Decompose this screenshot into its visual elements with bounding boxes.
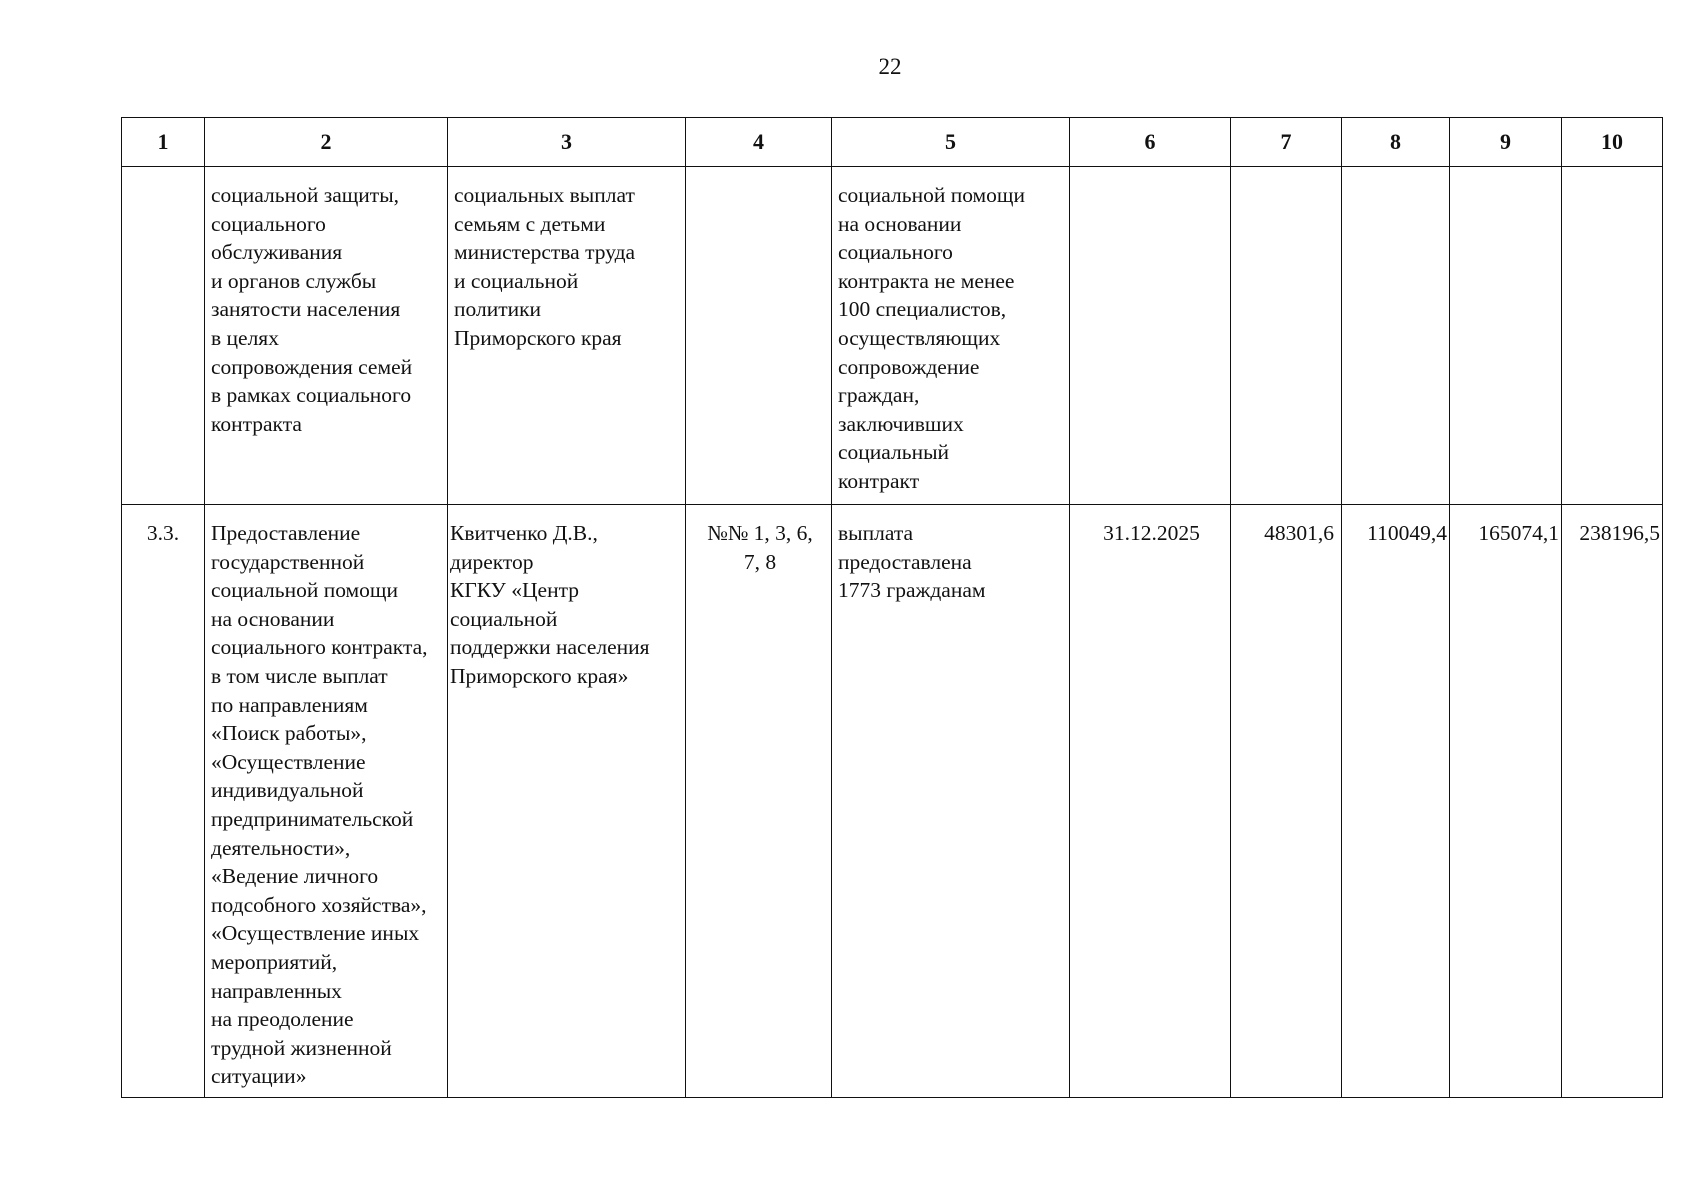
cell-date: [1070, 505, 1231, 1098]
cell-text: №№ 1, 3, 6, 7, 8: [707, 521, 813, 574]
cell-event: [205, 505, 448, 1098]
cell-text: [1070, 167, 1230, 187]
cell-result: [832, 505, 1070, 1098]
cell-responsible: [448, 167, 686, 505]
table-row: [122, 167, 1663, 505]
column-header-3: 3: [448, 118, 686, 167]
cell-reference: [686, 167, 832, 505]
column-header-6: 6: [1070, 118, 1231, 167]
cell-text: [686, 167, 831, 187]
cell-text: Квитченко Д.В., директор КГКУ «Центр социальной поддержки населения Приморского края»: [450, 521, 650, 688]
data-table: [121, 117, 1663, 1098]
cell-responsible: [448, 505, 686, 1098]
cell-text: 3.3.: [146, 521, 180, 545]
cell-text: 31.12.2025: [1103, 521, 1200, 545]
cell-value: [1231, 167, 1342, 505]
column-header-4: 4: [686, 118, 832, 167]
cell-text: [1450, 167, 1561, 187]
cell-text: Предоставление государственной социальной помощи на основании социального контракта, в том числе выплат по направлениям «Поиск работы», «Осуществление индивидуальной предпринимательской деятельности», «Ведение личного подсобного хозяйства», «Осуществление иных мероприятий, направленных на преодоление трудной жизненной ситуации»: [211, 521, 428, 1089]
cell-value: [1342, 167, 1450, 505]
cell-text: [1342, 167, 1449, 187]
cell-text: [122, 167, 204, 187]
cell-text: 48301,6: [1264, 521, 1334, 545]
cell-event: [205, 167, 448, 505]
table-row: [122, 505, 1663, 1098]
cell-number: [122, 505, 205, 1098]
cell-text: 238196,5: [1579, 521, 1660, 545]
cell-value: [1562, 167, 1663, 505]
table-header-row: [122, 118, 1663, 167]
cell-text: 110049,4: [1367, 521, 1447, 545]
cell-value: [1562, 505, 1663, 1098]
cell-date: [1070, 167, 1231, 505]
cell-text: [1562, 167, 1662, 187]
cell-text: [1231, 167, 1341, 187]
column-header-9: 9: [1450, 118, 1562, 167]
cell-value: [1342, 505, 1450, 1098]
column-header-1: 1: [122, 118, 205, 167]
column-header-7: 7: [1231, 118, 1342, 167]
cell-number: [122, 167, 205, 505]
column-header-10: 10: [1562, 118, 1663, 167]
column-header-5: 5: [832, 118, 1070, 167]
cell-value: [1450, 505, 1562, 1098]
cell-text: социальной помощи на основании социального контракта не менее 100 специалистов, осуществляющих сопровождение граждан, заключивших социальный контракт: [838, 183, 1025, 493]
column-header-8: 8: [1342, 118, 1450, 167]
cell-text: выплата предоставлена 1773 гражданам: [838, 521, 986, 603]
page-number: 22: [878, 54, 902, 79]
cell-value: [1450, 167, 1562, 505]
cell-text: социальной защиты, социального обслуживания и органов службы занятости населения в целях сопровождения семей в рамках социального контракта: [211, 183, 413, 436]
cell-text: 165074,1: [1478, 521, 1559, 545]
cell-result: [832, 167, 1070, 505]
cell-value: [1231, 505, 1342, 1098]
column-header-2: 2: [205, 118, 448, 167]
cell-reference: [686, 505, 832, 1098]
cell-text: социальных выплат семьям с детьми министерства труда и социальной политики Приморского края: [454, 183, 636, 350]
